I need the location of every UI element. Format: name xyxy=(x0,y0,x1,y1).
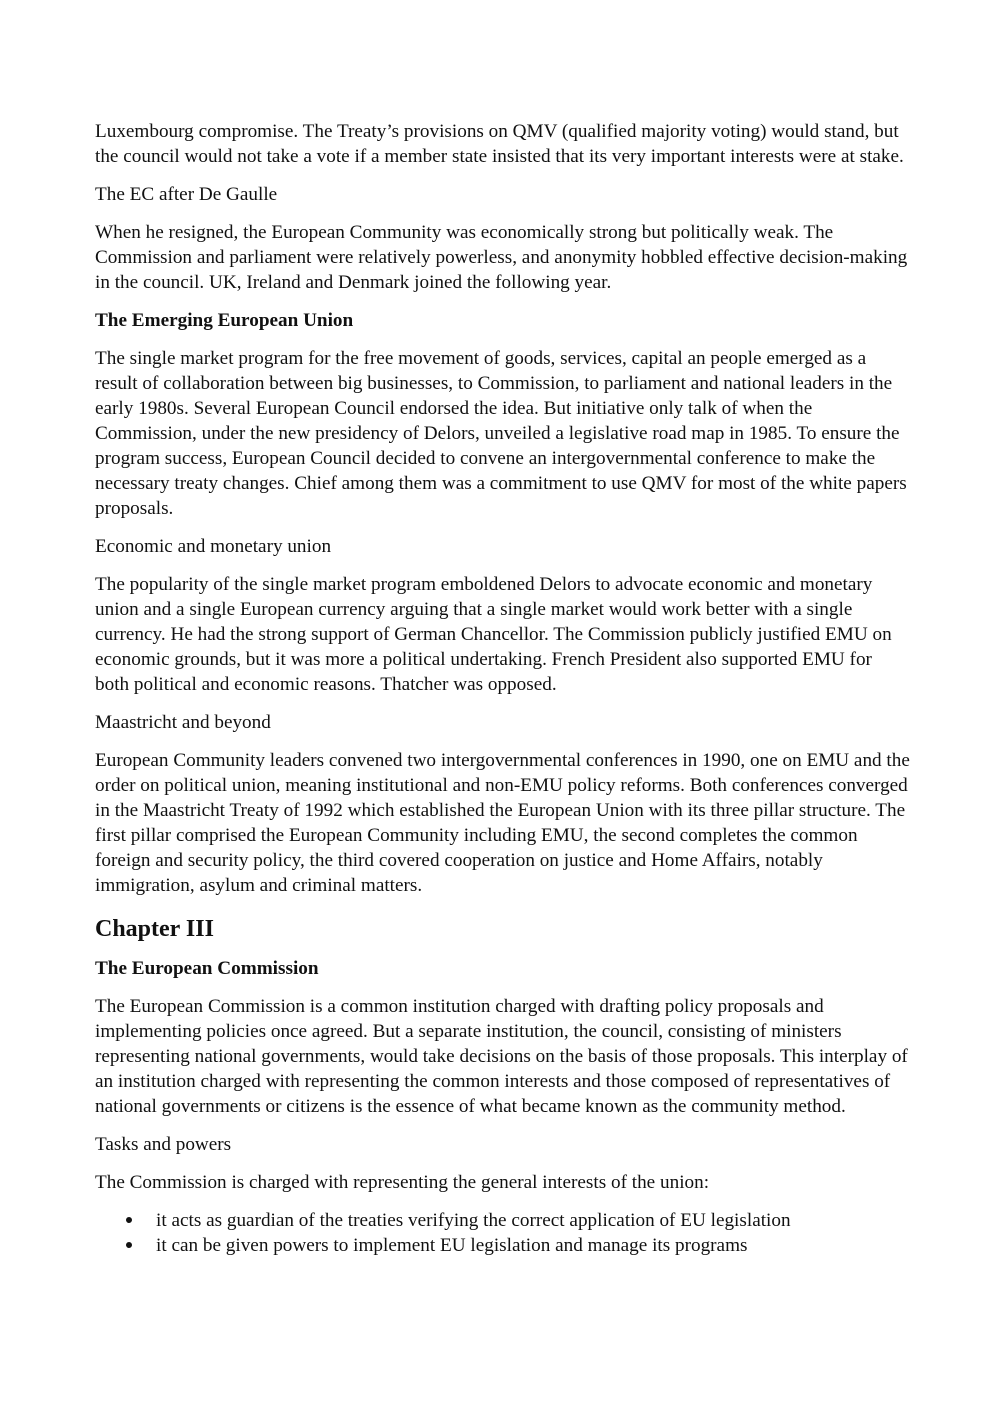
document-page xyxy=(95,119,910,1258)
chapter-heading: Chapter III xyxy=(95,916,214,942)
list-item xyxy=(95,1233,910,1258)
list-item-text: it can be given powers to implement EU legislation and manage its programs xyxy=(156,1235,748,1256)
paragraph-single-market: The single market program for the free movement of goods, services, capital an people emerged as a result of collaboration between big businesses, to Commission, to parliament and national leaders in the early 1980s. Several European Council endorsed the idea. But initiative only talk of when the Commission, under the new presidency of Delors, unveiled a legislative road map in 1985. To ensure the program success, European Council decided to convene an intergovernmental conference to make the necessary treaty changes. Chief among them was a commitment to use QMV for most of the white papers proposals. xyxy=(95,348,907,519)
heading-european-commission: The European Commission xyxy=(95,958,319,979)
paragraph-tasks-intro: The Commission is charged with representing the general interests of the union: xyxy=(95,1172,710,1193)
subheading-emu: Economic and monetary union xyxy=(95,536,332,557)
tasks-list xyxy=(95,1208,910,1258)
bullet-icon xyxy=(126,1217,132,1223)
paragraph-emu: The popularity of the single market program emboldened Delors to advocate economic and monetary union and a single European currency arguing that a single market would work better with a single currency. He had the strong support of German Chancellor. The Commission publicly justified EMU on economic grounds, but it was more a political undertaking. French President also supported EMU for both political and economic reasons. Thatcher was opposed. xyxy=(95,574,892,695)
subheading-ec-after-de-gaulle: The EC after De Gaulle xyxy=(95,184,278,205)
subheading-maastricht: Maastricht and beyond xyxy=(95,712,271,733)
list-item-text: it acts as guardian of the treaties verifying the correct application of EU legislation xyxy=(156,1210,791,1231)
bullet-icon xyxy=(126,1242,132,1248)
heading-emerging-union: The Emerging European Union xyxy=(95,310,354,331)
paragraph-ec-after: When he resigned, the European Community was economically strong but politically weak. The Commission and parliament were relatively powerless, and anonymity hobbled effective decision-making in the council. UK, Ireland and Denmark joined the following year. xyxy=(95,222,908,293)
paragraph-commission: The European Commission is a common institution charged with drafting policy proposals and implementing policies once agreed. But a separate institution, the council, consisting of ministers representing national governments, would take decisions on the basis of those proposals. This interplay of an institution charged with representing the common interests and those composed of representatives of national governments or citizens is the essence of what became known as the community method. xyxy=(95,996,908,1117)
paragraph-maastricht: European Community leaders convened two intergovernmental conferences in 1990, one on EMU and the order on political union, meaning institutional and non-EMU policy reforms. Both conferences converged in the Maastricht Treaty of 1992 which established the European Union with its three pillar structure. The first pillar comprised the European Community including EMU, the second completes the common foreign and security policy, the third covered cooperation on justice and Home Affairs, notably immigration, asylum and criminal matters. xyxy=(95,750,910,896)
list-item xyxy=(95,1208,910,1233)
paragraph-luxembourg: Luxembourg compromise. The Treaty’s provisions on QMV (qualified majority voting) would stand, but the council would not take a vote if a member state insisted that its very important interests were at stake. xyxy=(95,121,904,167)
subheading-tasks-powers: Tasks and powers xyxy=(95,1134,232,1155)
